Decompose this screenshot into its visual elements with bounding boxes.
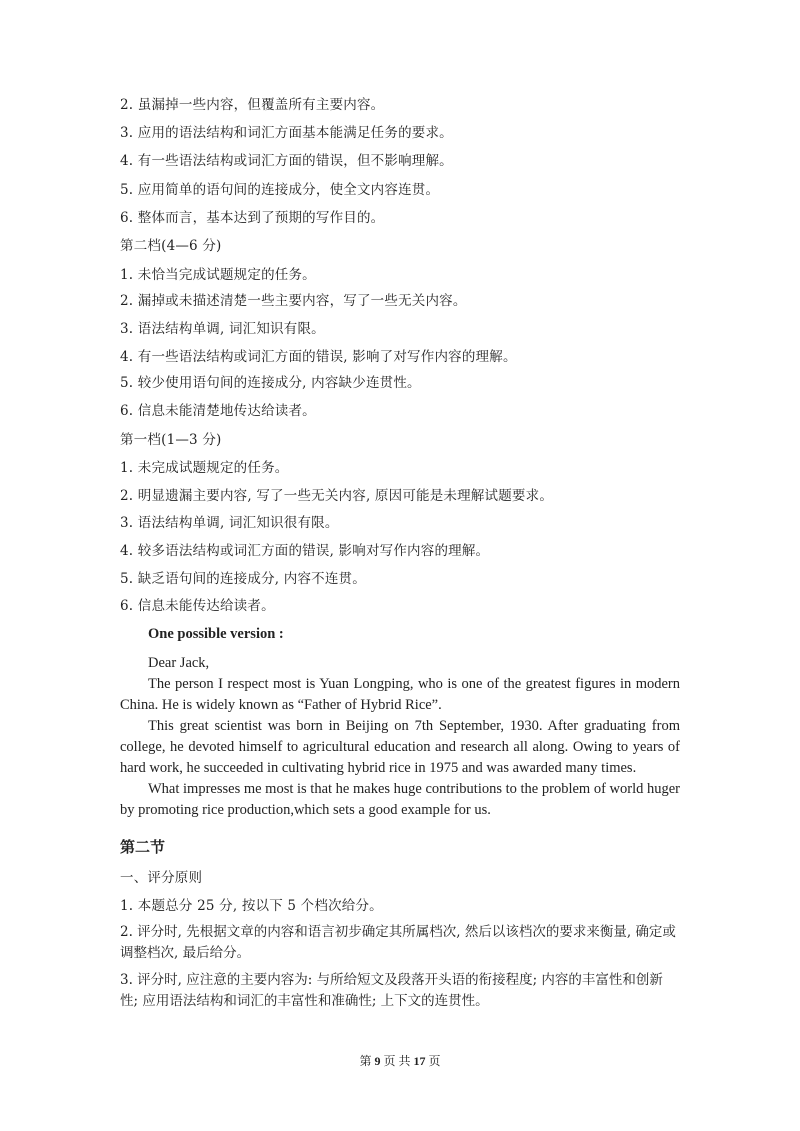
criteria-item: 3. 语法结构单调, 词汇知识很有限。	[120, 515, 339, 531]
rule-item: 2. 评分时, 先根据文章的内容和语言初步确定其所属档次, 然后以该档次的要求来衡量, 确定或调整档次, 最后给分。	[120, 924, 676, 961]
page-total: 17	[413, 1054, 426, 1068]
grade-title: 第一档(1—3 分)	[120, 432, 222, 448]
essay-line: China. He is widely known as “Father of Hybrid Rice”.	[120, 697, 442, 713]
essay-line: This great scientist was born in Beijing on 7th September, 1930. After graduating from	[148, 718, 680, 734]
criteria-item: 5. 应用简单的语句间的连接成分，使全文内容连贯。	[120, 182, 440, 198]
criteria-item: 3. 应用的语法结构和词汇方面基本能满足任务的要求。	[120, 125, 453, 141]
criteria-item: 4. 较多语法结构或词汇方面的错误, 影响对写作内容的理解。	[120, 543, 490, 559]
grade-title: 第二档(4—6 分)	[120, 238, 222, 254]
essay-line: college, he devoted himself to agricultural education and research all along. Owing to years of	[120, 739, 680, 755]
criteria-item: 1. 未恰当完成试题规定的任务。	[120, 267, 316, 283]
rule-item: 1. 本题总分 25 分, 按以下 5 个档次给分。	[120, 898, 383, 914]
page-number: 9	[374, 1054, 381, 1068]
criteria-item: 2. 明显遗漏主要内容, 写了一些无关内容, 原因可能是未理解试题要求。	[120, 488, 554, 504]
criteria-item: 5. 较少使用语句间的连接成分, 内容缺少连贯性。	[120, 375, 421, 391]
criteria-item: 1. 未完成试题规定的任务。	[120, 460, 289, 476]
criteria-item: 5. 缺乏语句间的连接成分, 内容不连贯。	[120, 571, 366, 587]
criteria-item: 2. 虽漏掉一些内容，但覆盖所有主要内容。	[120, 97, 385, 113]
essay-line: What impresses me most is that he makes huge contributions to the problem of world huger	[148, 781, 680, 797]
letter-greeting: Dear Jack,	[148, 655, 210, 671]
criteria-item: 4. 有一些语法结构或词汇方面的错误，但不影响理解。	[120, 153, 453, 169]
criteria-item: 3. 语法结构单调, 词汇知识有限。	[120, 321, 325, 337]
footer-mid: 页 共	[383, 1054, 411, 1068]
essay-line: hard work, he succeeded in cultivating hybrid rice in 1975 and was awarded many times.	[120, 760, 637, 776]
version-title: One possible version :	[148, 626, 284, 642]
footer-pre: 第	[359, 1054, 372, 1068]
principle-heading: 一、评分原则	[120, 870, 203, 886]
footer-post: 页	[428, 1054, 441, 1068]
criteria-item: 6. 信息未能清楚地传达给读者。	[120, 403, 316, 419]
page-footer	[0, 1052, 800, 1069]
criteria-item: 4. 有一些语法结构或词汇方面的错误, 影响了对写作内容的理解。	[120, 349, 517, 365]
criteria-item: 2. 漏掉或未描述清楚一些主要内容，写了一些无关内容。	[120, 293, 467, 309]
essay-line: The person I respect most is Yuan Longping, who is one of the greatest figures in modern	[148, 676, 680, 692]
essay-line: by promoting rice production,which sets a good example for us.	[120, 802, 491, 818]
criteria-item: 6. 信息未能传达给读者。	[120, 598, 275, 614]
section-heading: 第二节	[120, 838, 166, 856]
rule-item: 3. 评分时, 应注意的主要内容为: 与所给短文及段落开头语的衔接程度; 内容的丰富性和创新性; 应用语法结构和词汇的丰富性和准确性; 上下文的连贯性。	[120, 972, 663, 1009]
criteria-item: 6. 整体而言，基本达到了预期的写作目的。	[120, 210, 385, 226]
